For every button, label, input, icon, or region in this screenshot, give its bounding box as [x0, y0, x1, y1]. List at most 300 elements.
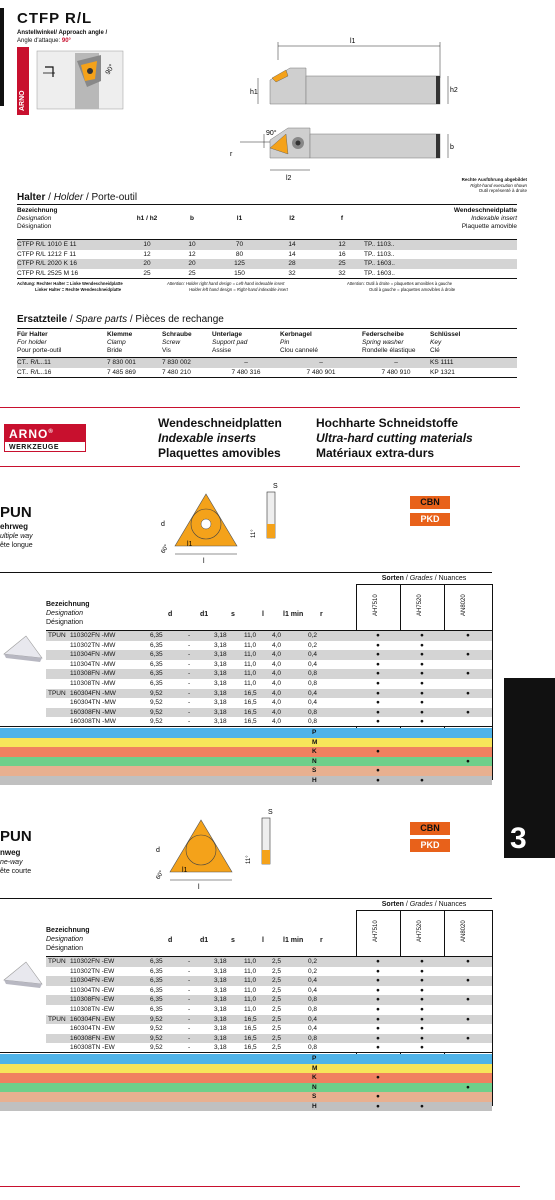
grade-dot: ● — [376, 1015, 380, 1023]
insert-cell-l1: 4,0 — [272, 680, 282, 687]
grade-dot — [400, 1064, 444, 1074]
svg-text:90°: 90° — [266, 130, 277, 137]
grade-dot — [444, 776, 492, 786]
insert-cell-l: 11,0 — [244, 660, 257, 668]
holder-table-head: Bezeichnung Designation Désignation h1 / h2 b l1 l2 f Wendeschneidplatte Indexable insert Plaquette amovible — [17, 207, 517, 230]
holder-cell-l2: 32 — [288, 269, 296, 277]
grade-dot — [444, 1064, 492, 1074]
grade-dot: ● — [420, 660, 424, 668]
insert-sub-de: ehrweg — [0, 522, 29, 531]
grades-rule — [356, 910, 492, 911]
insert-cell-l: 16,5 — [244, 1025, 257, 1033]
insert-cell-l1: 2,5 — [272, 996, 282, 1004]
insert-cell-l1: 4,0 — [272, 689, 282, 697]
grade-header: AN8020 — [461, 920, 467, 942]
grade-dot: ● — [420, 977, 424, 985]
insert-row — [46, 698, 492, 708]
grade-dot: ● — [420, 718, 424, 726]
svg-text:l1: l1 — [187, 541, 193, 548]
spares-col-head: Unterlage Support pad Assise — [212, 331, 248, 354]
insert-cell-prefix — [46, 967, 70, 977]
insert-cell-d1: - — [188, 660, 191, 668]
insert-cell-l1: 2,5 — [272, 967, 282, 975]
insert-cell-r: 0,4 — [308, 1025, 318, 1033]
insert-sub-fr: ête longue — [0, 542, 33, 549]
chapter-side-tab: 3 — [504, 678, 555, 858]
insert-cell-s: 3,18 — [214, 1015, 227, 1023]
spares-row — [17, 358, 517, 368]
grade-dot: ● — [376, 767, 380, 774]
insert-cell-r: 0,4 — [308, 1015, 318, 1023]
insert-cell-d1: - — [188, 708, 191, 716]
grade-dot — [356, 1054, 400, 1064]
holder-cell-b: 10 — [188, 241, 196, 248]
insert-cell-code: 110308TN -MW — [70, 680, 116, 687]
grade-dot — [444, 641, 492, 651]
grade-dot: ● — [376, 1102, 380, 1110]
insert-cell-r: 0,8 — [308, 718, 318, 726]
iso-letter: N — [312, 757, 317, 765]
holder-cell-name: CTFP R/L 2020 K 16 — [17, 260, 77, 267]
grade-dot: ● — [466, 977, 470, 985]
grade-dot: ● — [376, 641, 380, 649]
insert-cell-prefix — [46, 1034, 70, 1044]
insert-cell-s: 3,18 — [214, 632, 227, 639]
spares-cell: CT.. R/L..11 — [17, 359, 51, 366]
grades-title: Sorten / Grades / Nuances — [381, 575, 467, 582]
insert-cell-s: 3,18 — [214, 986, 227, 994]
grades-title: Sorten / Grades / Nuances — [381, 901, 467, 908]
grade-dot: ● — [420, 967, 424, 975]
insert-cell-code: 110304TN -EW — [70, 986, 115, 994]
section-rule-bottom — [0, 466, 520, 467]
grade-dot: ● — [376, 748, 380, 755]
iso-band-K — [0, 747, 492, 757]
holder-cell-b: 12 — [188, 250, 196, 258]
grade-dot: ● — [466, 651, 470, 659]
grade-dot: ● — [420, 680, 424, 687]
grade-dot — [444, 1073, 492, 1083]
insert-cell-l1: 4,0 — [272, 651, 282, 659]
insert-cell-l1: 4,0 — [272, 660, 282, 668]
insert-cell-d: 6,35 — [150, 1006, 163, 1013]
spares-cell: 7 485 869 — [107, 368, 136, 376]
insert-cell-l1: 4,0 — [272, 699, 282, 707]
grade-dot: ● — [466, 689, 470, 697]
grade-dot — [356, 728, 400, 738]
grade-dot: ● — [466, 1034, 470, 1042]
holder-cell-l1: 80 — [235, 250, 244, 258]
grade-dot — [444, 986, 492, 996]
spares-cell: 7 480 210 — [162, 368, 191, 376]
insert-cell-r: 0,2 — [308, 958, 318, 965]
holder-table — [17, 204, 517, 279]
grade-dot — [444, 1092, 492, 1102]
spares-table — [17, 328, 517, 378]
grade-dot: ● — [376, 776, 380, 784]
insert-sub-fr: ête courte — [0, 868, 32, 875]
insert-cell-prefix — [46, 1005, 70, 1015]
insert-cell-l: 16,5 — [244, 699, 257, 707]
spares-cell: CT.. R/L..16 — [17, 368, 52, 376]
insert-cell-d: 6,35 — [150, 977, 163, 985]
badge-pkd: PKD — [410, 839, 450, 852]
holder-cell-h: 12 — [143, 250, 151, 258]
insert-head-s: s — [231, 611, 235, 618]
grade-dot: ● — [420, 996, 424, 1004]
grade-dot: ● — [420, 958, 424, 965]
holder-cell-l2: 28 — [288, 260, 296, 267]
insert-cell-d: 6,35 — [150, 958, 163, 965]
insert-cell-code: 110302TN -MW — [70, 641, 116, 649]
insert-cell-prefix — [46, 1024, 70, 1034]
iso-band-H — [0, 776, 492, 786]
spares-cell: – — [244, 359, 248, 366]
grade-dot: ● — [376, 967, 380, 975]
insert-cell-d: 9,52 — [150, 718, 163, 726]
holder-cell-h: 10 — [143, 241, 151, 248]
grade-dot: ● — [466, 996, 470, 1004]
insert-row — [46, 1034, 492, 1044]
insert-cell-l: 16,5 — [244, 718, 257, 726]
holder-cell-b: 25 — [188, 269, 196, 277]
insert-cell-l: 11,0 — [244, 996, 257, 1004]
grade-dot — [400, 766, 444, 776]
holder-row — [17, 250, 517, 260]
badge-pkd: PKD — [410, 513, 450, 526]
insert-cell-code: 160304FN -EW — [70, 1015, 115, 1023]
insert-cell-r: 0,8 — [308, 670, 318, 678]
holder-cell-l2: 14 — [288, 241, 296, 248]
approach-angle-line1: Anstellwinkel/ Approach angle / — [17, 30, 108, 36]
insert-cell-d: 9,52 — [150, 699, 163, 707]
grade-dot — [356, 1064, 400, 1074]
insert-cell-s: 3,18 — [214, 967, 227, 975]
grade-header: AH7520 — [417, 920, 423, 942]
insert-cell-prefix: TPUN — [48, 1015, 66, 1023]
insert-sub-en: ultiple way — [0, 533, 33, 540]
spares-col-head: Schraube Screw Vis — [162, 331, 192, 354]
insert-head-d1: d1 — [200, 611, 209, 618]
holder-cell-insert: TP.. 1103.. — [364, 250, 395, 258]
grade-col-line — [492, 584, 493, 780]
holder-cell-l1: 150 — [234, 269, 245, 277]
svg-text:d: d — [161, 521, 165, 528]
grade-dot — [400, 1083, 444, 1093]
insert-cell-prefix: TPUN — [48, 689, 66, 697]
insert-cell-d1: - — [188, 996, 191, 1004]
approach-angle-diagram — [17, 47, 129, 115]
grade-dot: ● — [466, 958, 470, 965]
insert-cell-code: 160308FN -EW — [70, 1034, 115, 1042]
insert-table-designation-head: Bezeichnung Designation Désignation — [46, 601, 90, 626]
grade-dot: ● — [376, 1093, 380, 1100]
insert-cell-s: 3,18 — [214, 699, 227, 707]
svg-text:S: S — [268, 809, 273, 816]
insert-cell-r: 0,4 — [308, 977, 318, 985]
spares-cell: 7 480 316 — [231, 368, 261, 376]
insert-cell-prefix — [46, 669, 70, 679]
svg-text:r: r — [230, 151, 233, 158]
insert-cell-d: 6,35 — [150, 986, 163, 994]
insert-cell-d1: - — [188, 651, 191, 659]
insert-cell-l1: 2,5 — [272, 986, 282, 994]
iso-letter: S — [312, 1093, 317, 1100]
holder-cell-name: CTFP R/L 1010 E 11 — [17, 241, 77, 248]
grade-dot — [400, 738, 444, 748]
insert-cell-l: 16,5 — [244, 1034, 257, 1042]
insert-cell-d: 6,35 — [150, 660, 163, 668]
grade-dot: ● — [420, 641, 424, 649]
insert-head-d: d — [168, 611, 173, 618]
spares-cell: 7 480 910 — [381, 368, 411, 376]
insert-cell-l1: 4,0 — [272, 641, 282, 649]
insert-cell-s: 3,18 — [214, 680, 227, 687]
insert-cell-s: 3,18 — [214, 641, 227, 649]
section-heading-inserts: Wendeschneidplatten Indexable inserts Plaquettes amovibles — [158, 416, 282, 460]
iso-rule — [0, 1052, 492, 1053]
insert-cell-s: 3,18 — [214, 651, 227, 659]
iso-letter: P — [312, 729, 317, 736]
insert-row — [46, 976, 492, 986]
insert-cell-code: 110304TN -MW — [70, 660, 116, 668]
svg-text:S: S — [273, 483, 278, 490]
grade-dot: ● — [376, 708, 380, 716]
insert-cell-code: 110308FN -EW — [70, 996, 115, 1004]
holder-cell-b: 20 — [188, 260, 196, 267]
insert-cell-prefix — [46, 708, 70, 718]
grade-header: AH7520 — [417, 594, 423, 616]
insert-head-s: s — [231, 937, 235, 944]
grade-dot — [444, 698, 492, 708]
insert-head-l1min: l1 min — [283, 937, 304, 944]
insert-cell-l1: 2,5 — [272, 1034, 282, 1042]
insert-row — [46, 679, 492, 689]
insert-head-l: l — [262, 937, 264, 944]
insert-cell-code: 160308TN -EW — [70, 1044, 115, 1052]
insert-cell-d1: - — [188, 632, 191, 639]
insert-cell-l: 16,5 — [244, 708, 257, 716]
grade-dot: ● — [376, 958, 380, 965]
insert-cell-d: 9,52 — [150, 708, 163, 716]
insert-cell-code: 110302FN -EW — [70, 958, 115, 965]
insert-cell-l: 11,0 — [244, 986, 257, 994]
insert-head-l1min: l1 min — [283, 611, 304, 618]
iso-band-P — [0, 728, 492, 738]
iso-letter: S — [312, 767, 317, 774]
insert-cell-code: 160308TN -MW — [70, 718, 116, 726]
grade-dot: ● — [420, 1102, 424, 1110]
insert-cell-s: 3,18 — [214, 689, 227, 697]
grade-dot: ● — [420, 1006, 424, 1013]
insert-dimension-drawing — [155, 480, 305, 570]
insert-dimension-drawing — [150, 806, 300, 896]
insert-cell-prefix — [46, 641, 70, 651]
grade-dot: ● — [420, 1044, 424, 1052]
insert-cell-l: 11,0 — [244, 967, 257, 975]
holder-row — [17, 269, 517, 279]
insert-cell-l1: 4,0 — [272, 670, 282, 678]
insert-cell-l1: 2,5 — [272, 1044, 282, 1052]
insert-cell-l: 11,0 — [244, 1006, 257, 1013]
insert-cell-d1: - — [188, 977, 191, 985]
insert-cell-d1: - — [188, 641, 191, 649]
svg-text:11°: 11° — [251, 529, 257, 538]
insert-cell-d1: - — [188, 699, 191, 707]
iso-band-S — [0, 1092, 492, 1102]
insert-cell-l1: 2,5 — [272, 1006, 282, 1013]
svg-text:60°: 60° — [155, 869, 166, 881]
insert-cell-code: 160304FN -MW — [70, 689, 116, 697]
insert-row — [46, 708, 492, 718]
insert-table-top-rule — [0, 898, 492, 899]
grade-dot — [356, 1083, 400, 1093]
holder-cell-insert: TP.. 1103.. — [364, 241, 395, 248]
insert-head-d: d — [168, 937, 173, 944]
svg-text:l1: l1 — [182, 867, 188, 874]
grade-dot — [400, 1073, 444, 1083]
insert-row — [46, 1024, 492, 1034]
grade-dot: ● — [466, 757, 470, 765]
insert-cell-d: 6,35 — [150, 632, 163, 639]
insert-cell-d1: - — [188, 1015, 191, 1023]
insert-cell-s: 3,18 — [214, 718, 227, 726]
insert-cell-d1: - — [188, 680, 191, 687]
grade-dot — [444, 1024, 492, 1034]
spares-col-head: Für Halter For holder Pour porte-outil — [17, 331, 62, 354]
grade-dot: ● — [420, 1025, 424, 1033]
insert-sub-en: ne-way — [0, 859, 23, 866]
insert-cell-code: 110304FN -MW — [70, 651, 116, 659]
insert-cell-l: 11,0 — [244, 670, 257, 678]
spares-cell: 7 480 901 — [306, 368, 336, 376]
grade-dot — [444, 738, 492, 748]
grade-dot: ● — [420, 651, 424, 659]
insert-cell-code: 110308TN -EW — [70, 1006, 115, 1013]
iso-letter: H — [312, 1102, 317, 1110]
insert-cell-s: 3,18 — [214, 958, 227, 965]
holder-cell-l1: 125 — [234, 260, 245, 267]
insert-head-d1: d1 — [200, 937, 209, 944]
grade-dot — [444, 747, 492, 757]
insert-row — [46, 1015, 492, 1025]
holder-cell-name: CTFP R/L 2525 M 16 — [17, 269, 79, 277]
grade-dot — [444, 766, 492, 776]
grade-dot: ● — [466, 1015, 470, 1023]
insert-cell-d1: - — [188, 1034, 191, 1042]
iso-letter: K — [312, 748, 317, 755]
insert-cell-r: 0,2 — [308, 967, 318, 975]
insert-cell-d: 9,52 — [150, 1015, 163, 1023]
svg-text:h1: h1 — [250, 89, 258, 96]
insert-cell-code: 110304FN -EW — [70, 977, 115, 985]
insert-code: PUN — [0, 504, 32, 521]
iso-band-M — [0, 738, 492, 748]
spares-col-head: Klemme Clamp Bride — [107, 331, 133, 354]
insert-row — [46, 669, 492, 679]
holder-cell-f: 25 — [338, 260, 346, 267]
iso-band-H — [0, 1102, 492, 1112]
grade-dot: ● — [420, 1034, 424, 1042]
insert-cell-r: 0,8 — [308, 708, 318, 716]
insert-cell-l1: 4,0 — [272, 708, 282, 716]
iso-band-K — [0, 1073, 492, 1083]
grade-dot — [444, 967, 492, 977]
grade-dot — [400, 1054, 444, 1064]
insert-cell-d1: - — [188, 718, 191, 726]
insert-cell-code: 160304TN -MW — [70, 699, 116, 707]
insert-cell-prefix — [46, 660, 70, 670]
grade-dot — [400, 728, 444, 738]
insert-photo — [0, 956, 44, 996]
grade-col-line — [492, 910, 493, 1106]
grade-dot — [400, 747, 444, 757]
grade-dot — [444, 679, 492, 689]
iso-letter: P — [312, 1055, 317, 1062]
insert-cell-r: 0,8 — [308, 996, 318, 1004]
grade-dot: ● — [376, 1006, 380, 1013]
insert-cell-l: 16,5 — [244, 1015, 257, 1023]
spares-col-head: Schlüssel Key Clé — [430, 331, 461, 354]
holder-cell-f: 32 — [338, 269, 346, 277]
grade-dot: ● — [466, 708, 470, 716]
svg-text:90°: 90° — [104, 63, 117, 76]
grade-dot: ● — [466, 632, 470, 639]
insert-cell-r: 0,4 — [308, 651, 318, 659]
grade-dot: ● — [376, 1034, 380, 1042]
svg-text:d: d — [156, 847, 160, 854]
grade-dot: ● — [420, 699, 424, 707]
insert-cell-code: 110302TN -EW — [70, 967, 115, 975]
insert-cell-d: 6,35 — [150, 996, 163, 1004]
insert-row — [46, 986, 492, 996]
insert-cell-d1: - — [188, 670, 191, 678]
grade-dot: ● — [376, 632, 380, 639]
grade-dot: ● — [420, 986, 424, 994]
holder-row — [17, 240, 517, 250]
holder-cell-l2: 14 — [288, 250, 296, 258]
insert-cell-prefix — [46, 976, 70, 986]
insert-cell-d1: - — [188, 967, 191, 975]
iso-band-P — [0, 1054, 492, 1064]
arno-logo: ARNO® WERKZEUGE — [4, 424, 86, 452]
insert-cell-l: 11,0 — [244, 680, 257, 687]
iso-band-N — [0, 1083, 492, 1093]
insert-cell-d1: - — [188, 1044, 191, 1052]
section-rule-top — [0, 407, 520, 408]
spares-col-head: Kerbnagel Pin Clou cannelé — [280, 331, 318, 354]
grade-dot: ● — [376, 1074, 380, 1081]
insert-cell-prefix — [46, 698, 70, 708]
holder-cell-f: 16 — [338, 250, 346, 258]
holder-hand-notes: Achtung: Rechter Halter = Linke Wendeschneidplatte Linker Halter = Rechte Wendeschneidplatte Attention: Holder right hand design = Left-hand indexable insert Holder left hand design = Right-hand indexable insert Attention: Outil à droite = plaquettes amovibles à gauche Outil à gauche = plaquettes amovibles à droite — [17, 281, 456, 292]
grade-dot — [400, 757, 444, 767]
grade-dot: ● — [376, 986, 380, 994]
grade-dot: ● — [376, 699, 380, 707]
product-title: CTFP R/L — [17, 10, 93, 27]
grade-dot: ● — [376, 689, 380, 697]
svg-text:ARNO: ARNO — [19, 90, 26, 111]
spares-section-title: Ersatzteile / Spare parts / Pièces de rechange — [17, 314, 224, 325]
grade-dot: ● — [376, 670, 380, 678]
insert-block-one-way — [0, 806, 500, 1136]
insert-cell-l1: 2,5 — [272, 1015, 282, 1023]
execution-note: Rechte Ausführung abgebildet Right-hand execution shown Outil représenté à droite — [461, 177, 527, 193]
insert-block-multiple-way — [0, 480, 500, 800]
insert-cell-l: 11,0 — [244, 977, 257, 985]
insert-cell-s: 3,18 — [214, 1025, 227, 1033]
svg-text:l2: l2 — [286, 175, 292, 182]
